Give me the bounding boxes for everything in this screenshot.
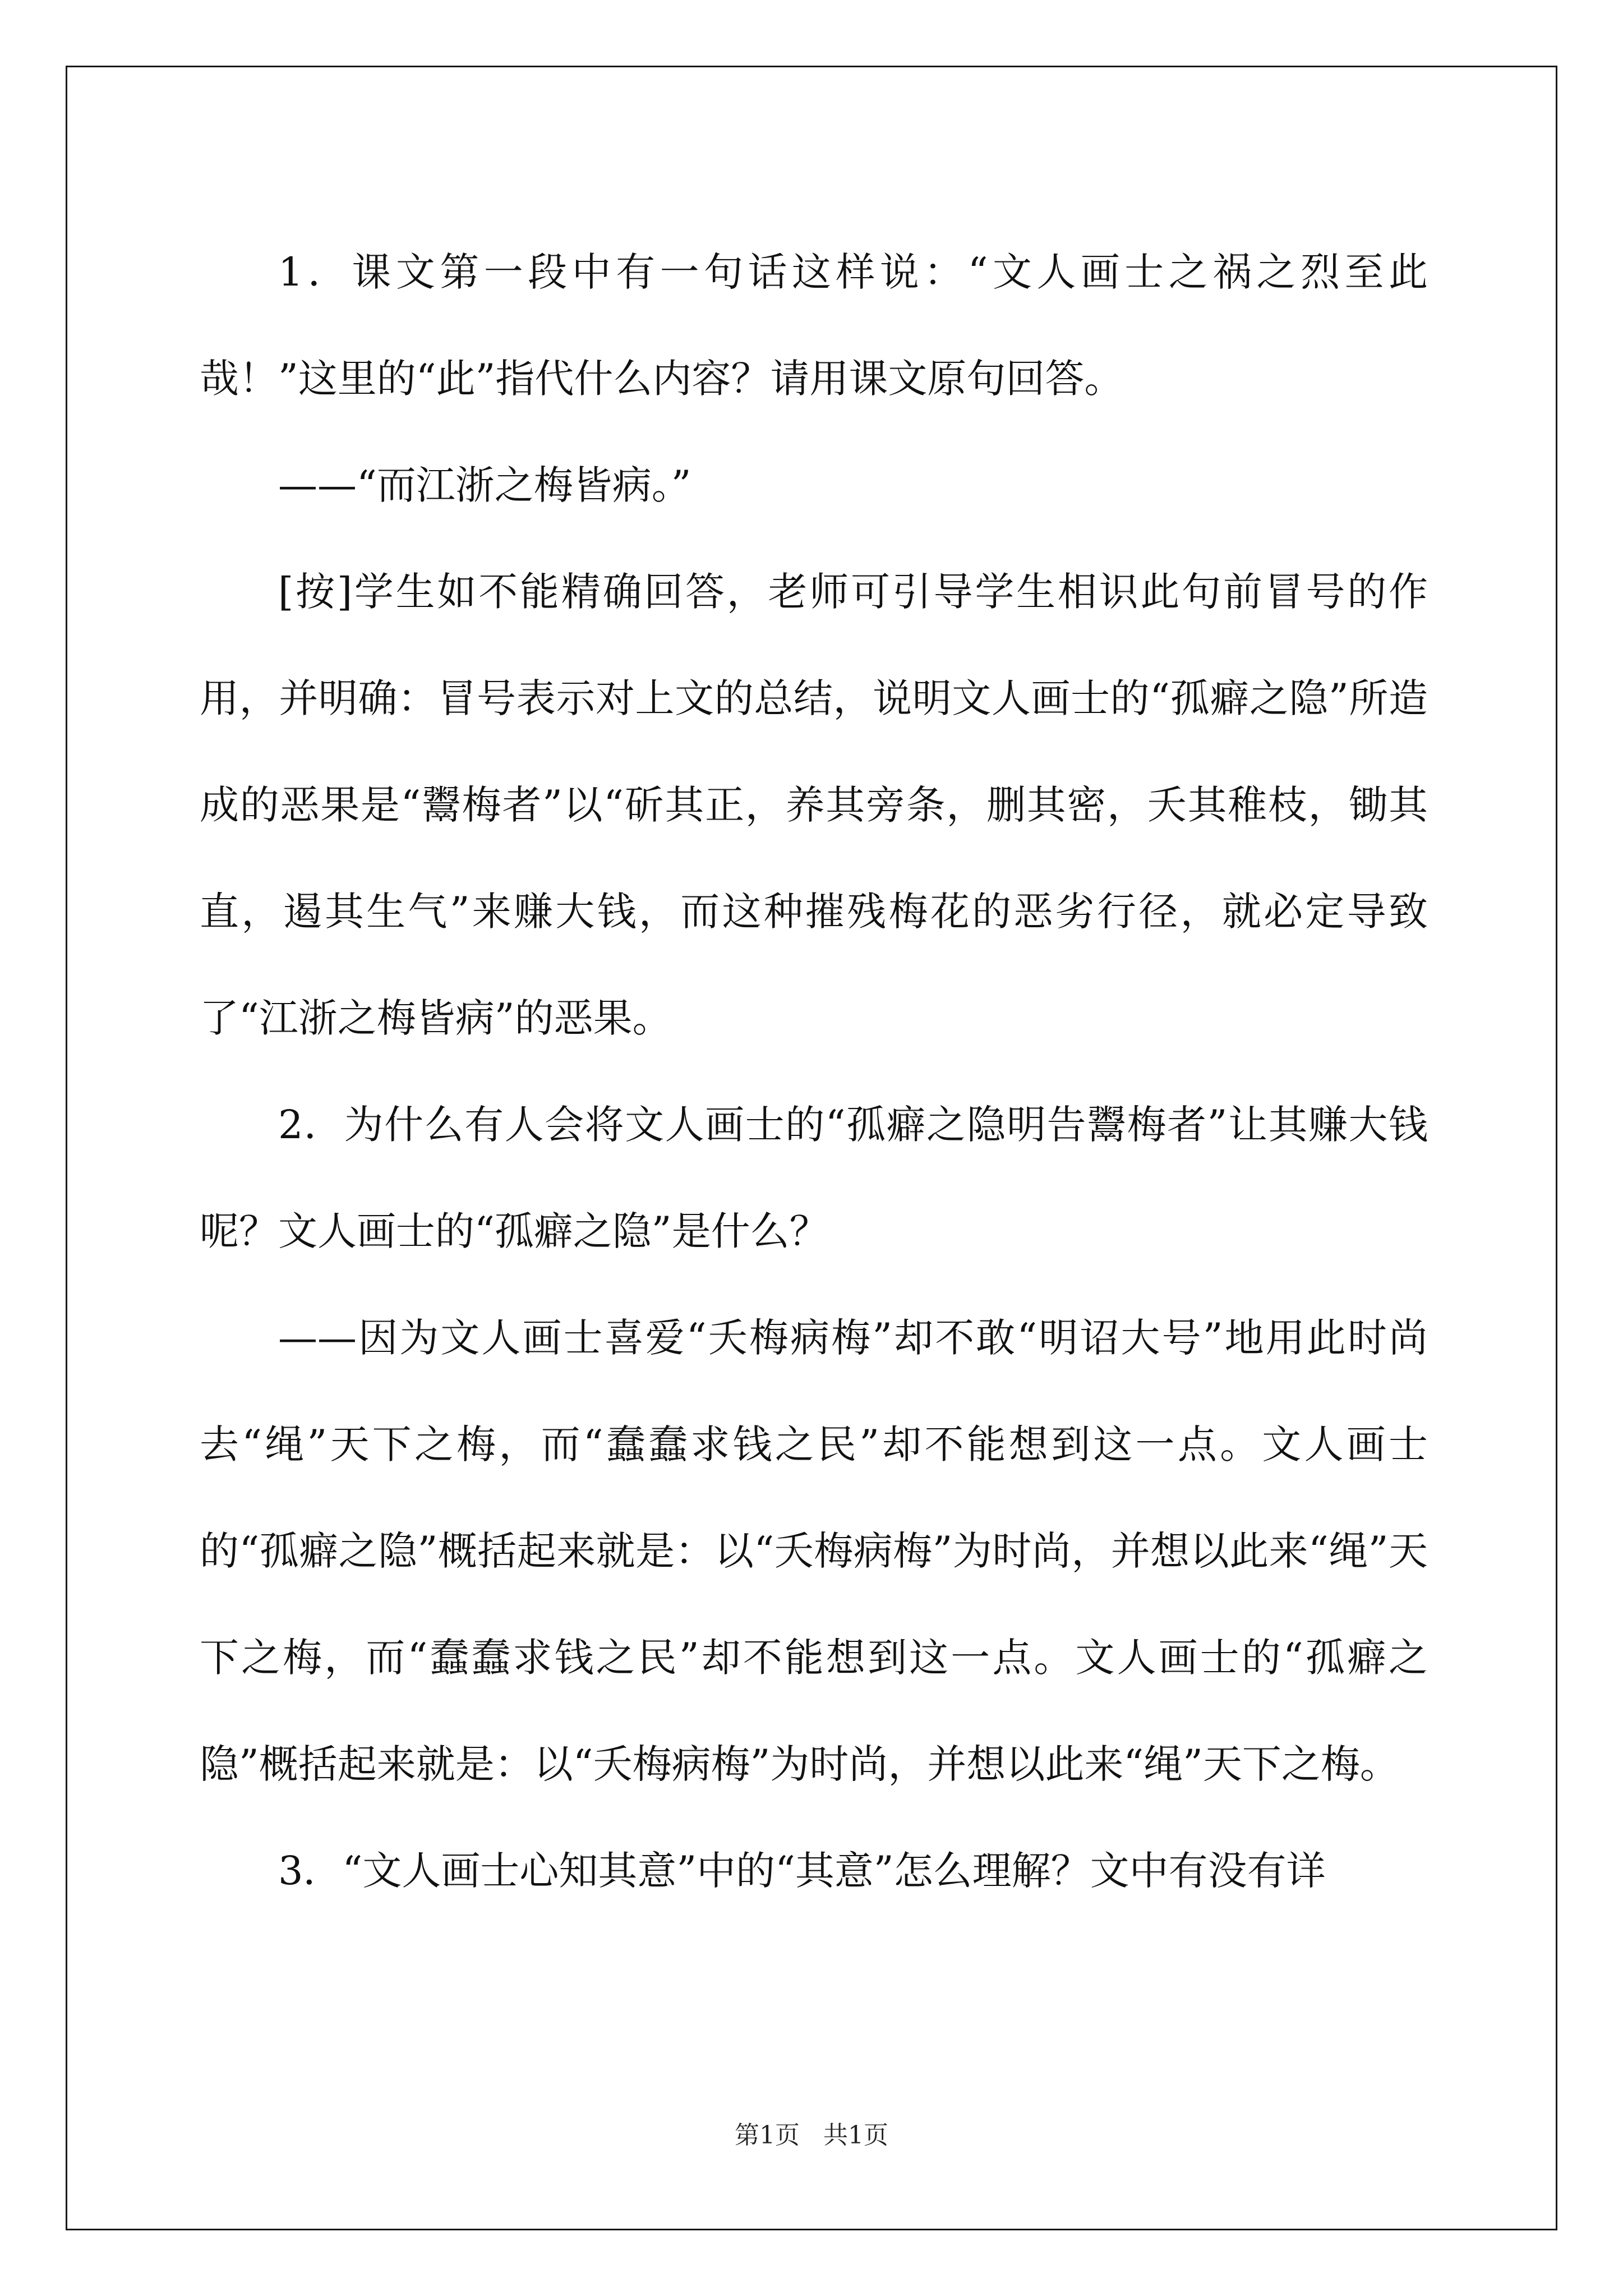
document-body [200,219,1428,1924]
paragraph-q2: 2．为什么有人会将文人画士的“孤癖之隐明告鬻梅者”让其赚大钱呢？文人画士的“孤癖之隐”是什么？ [200,1102,1428,1254]
paragraph-a1: ——“而江浙之梅皆病。” [278,462,691,508]
page-footer [0,2115,1623,2151]
page-total: 共1页 [823,2121,888,2150]
page-number: 第1页 [735,2121,800,2150]
paragraph-q1: 1．课文第一段中有一句话这样说：“文人画士之祸之烈至此哉！”这里的“此”指代什么内容？请用课文原句回答。 [200,249,1428,402]
paragraph-q3: 3．“文人画士心知其意”中的“其意”怎么理解？文中有没有详 [278,1848,1326,1894]
paragraph-a2: ——因为文人画士喜爱“夭梅病梅”却不敢“明诏大号”地用此时尚去“绳”天下之梅，而“蠢蠢求钱之民”却不能想到这一点。文人画士的“孤癖之隐”概括起来就是：以“夭梅病梅”为时尚，并想以此来“绳”天下之梅，而“蠢蠢求钱之民”却不能想到这一点。文人画士的“孤癖之隐”概括起来就是：以“夭梅病梅”为时尚，并想以此来“绳”天下之梅。 [200,1315,1428,1787]
paragraph-note: [按]学生如不能精确回答，老师可引导学生相识此句前冒号的作用，并明确：冒号表示对上文的总结，说明文人画士的“孤癖之隐”所造成的恶果是“鬻梅者”以“斫其正，养其旁条，删其密，夭其稚枝，锄其直，遏其生气”来赚大钱，而这种摧残梅花的恶劣行径，就必定导致了“江浙之梅皆病”的恶果。 [200,569,1428,1041]
